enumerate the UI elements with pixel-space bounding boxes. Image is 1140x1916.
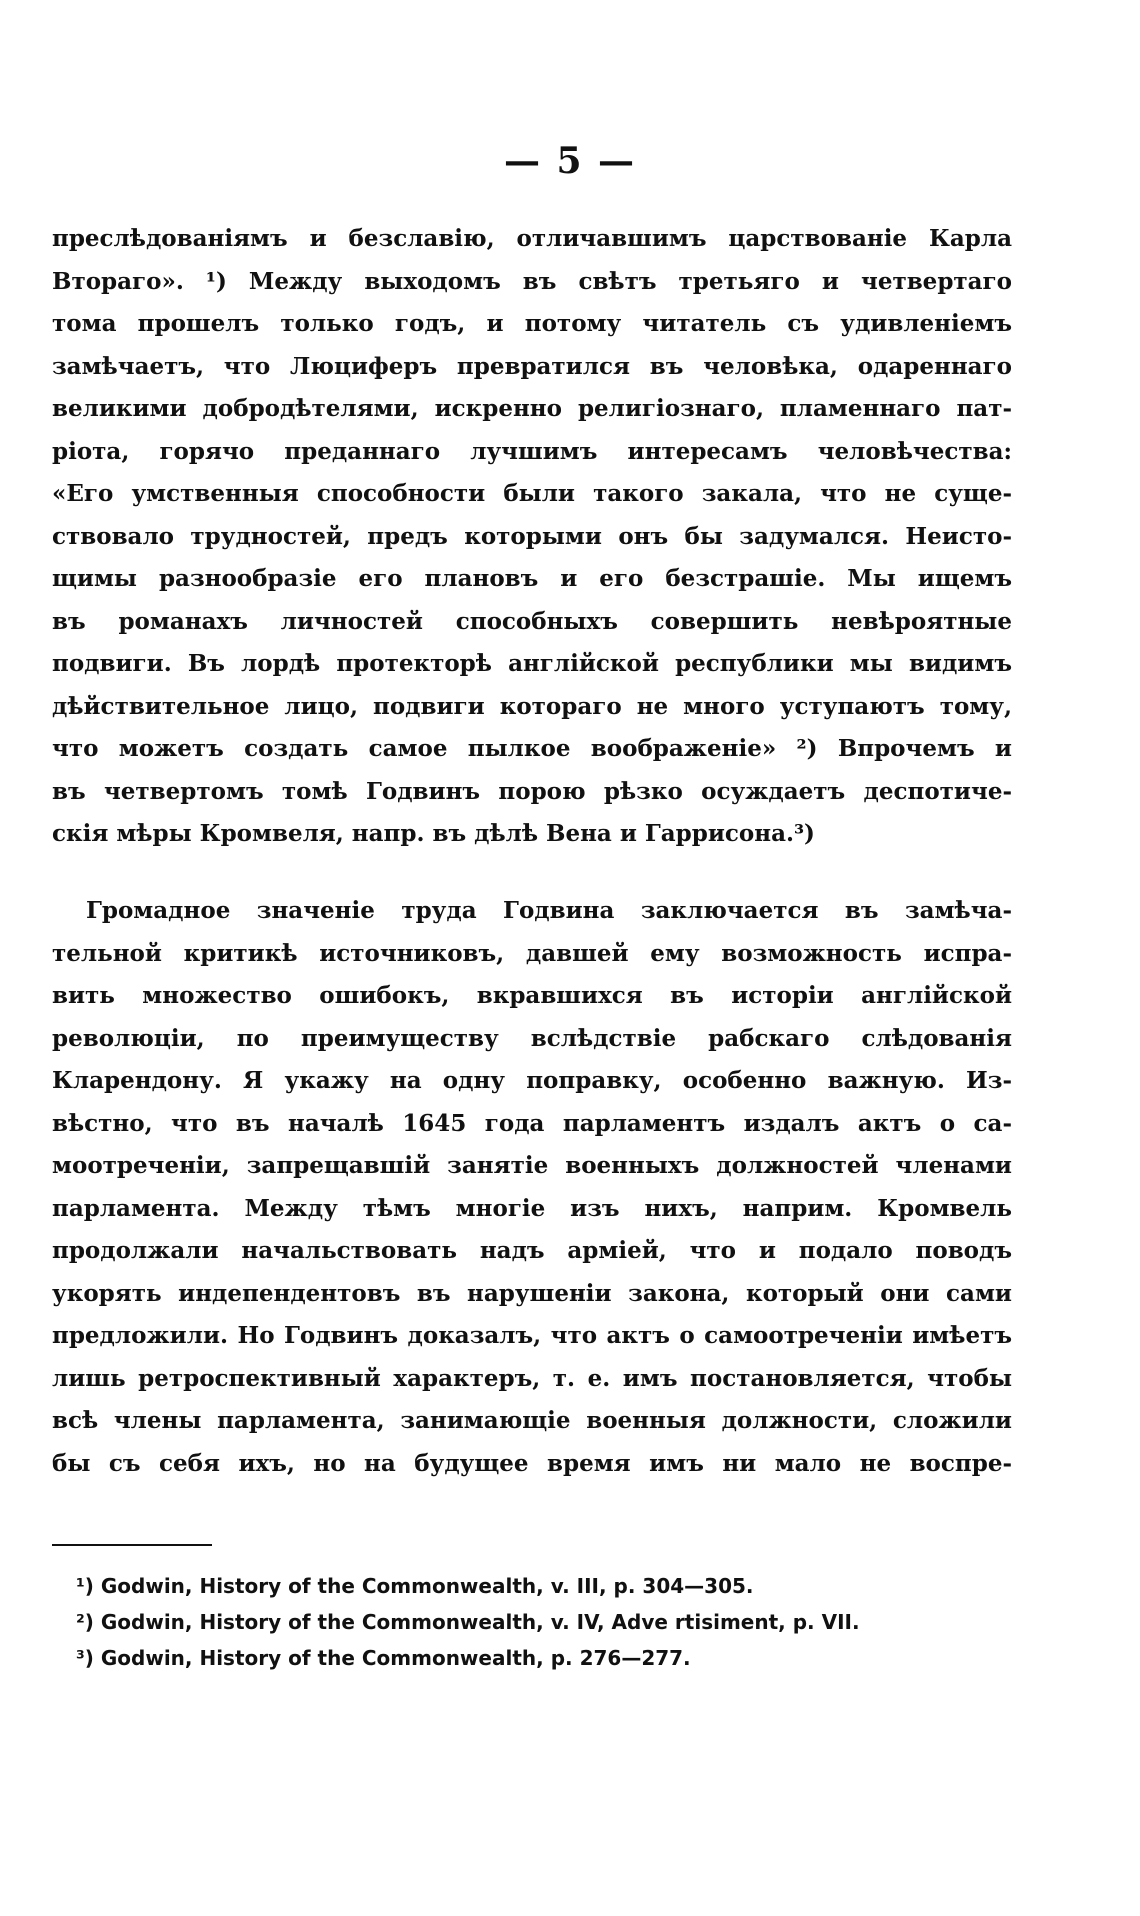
text-line: въ четвертомъ томѣ Годвинъ порою рѣзко осуждаетъ деспотиче-	[52, 777, 1012, 805]
text-line: тома прошелъ только годъ, и потому читатель съ удивленіемъ	[52, 310, 1012, 337]
text-line: моотреченіи, запрещавшій занятіе военныхъ должностей членами	[52, 1152, 1012, 1179]
footnote-1: ¹) Godwin, History of the Commonwealth, v. III, p. 304—305.	[76, 1574, 754, 1598]
page-number: — 5 —	[503, 140, 637, 182]
text-line: тельной критикѣ источниковъ, давшей ему возможность испра-	[52, 939, 1012, 967]
text-line: бы съ себя ихъ, но на будущее время имъ ни мало не воспре-	[52, 1449, 1012, 1477]
text-line: продолжали начальствовать надъ арміей, что и подало поводъ	[52, 1237, 1012, 1264]
text-line: подвиги. Въ лордѣ протекторѣ англійской республики мы видимъ	[52, 650, 1012, 677]
footnote-divider	[52, 1544, 212, 1546]
text-line: великими добродѣтелями, искренно религіознаго, пламеннаго пат-	[52, 395, 1012, 422]
text-line: «Его умственныя способности были такого закала, что не суще-	[52, 480, 1012, 507]
text-line: парламента. Между тѣмъ многіе изъ нихъ, наприм. Кромвель	[52, 1194, 1012, 1222]
text-line: преслѣдованіямъ и безславію, отличавшимъ царствованіе Карла	[52, 225, 1012, 252]
text-line: скія мѣры Кромвеля, напр. въ дѣлѣ Вена и Гаррисона.³)	[52, 820, 815, 847]
text-line: что можетъ создать самое пылкое воображеніе» ²) Впрочемъ и	[52, 735, 1012, 762]
text-line: предложили. Но Годвинъ доказалъ, что актъ о самоотреченіи имѣетъ	[52, 1322, 1012, 1349]
text-line: вѣстно, что въ началѣ 1645 года парламентъ издалъ актъ о са-	[52, 1109, 1012, 1137]
text-line: замѣчаетъ, что Люциферъ превратился въ человѣка, одареннаго	[52, 352, 1012, 380]
text-line: ствовало трудностей, предъ которыми онъ бы задумался. Неисто-	[52, 522, 1012, 550]
text-line: всѣ члены парламента, занимающіе военныя должности, сложили	[52, 1407, 1012, 1434]
text-line: щимы разнообразіе его плановъ и его безстрашіе. Мы ищемъ	[52, 565, 1012, 592]
text-line: укорять индепендентовъ въ нарушеніи закона, который они сами	[52, 1279, 1012, 1307]
text-line: Кларендону. Я укажу на одну поправку, особенно важную. Из-	[52, 1067, 1012, 1094]
footnotes	[76, 1568, 1036, 1676]
text-line: революціи, по преимуществу вслѣдствіе рабскаго слѣдованія	[52, 1024, 1012, 1052]
text-line: вить множество ошибокъ, вкравшихся въ исторіи англійской	[52, 982, 1012, 1009]
text-line: Громадное значеніе труда Годвина заключается въ замѣча-	[86, 897, 1012, 924]
text-line: лишь ретроспективный характеръ, т. е. имъ постановляется, чтобы	[52, 1364, 1012, 1392]
text-line: Втораго». ¹) Между выходомъ въ свѣтъ третьяго и четвертаго	[52, 267, 1012, 295]
footnote-3: ³) Godwin, History of the Commonwealth, p. 276—277.	[76, 1646, 691, 1670]
paragraph-2	[52, 890, 1012, 1485]
text-line: дѣйствительное лицо, подвиги котораго не много уступаютъ тому,	[52, 692, 1012, 720]
footnote-2: ²) Godwin, History of the Commonwealth, v. IV, Adve rtisiment, p. VII.	[76, 1610, 860, 1634]
text-line: ріота, горячо преданнаго лучшимъ интересамъ человѣчества:	[52, 437, 1012, 465]
text-line: въ романахъ личностей способныхъ совершить невѣроятные	[52, 607, 1012, 635]
paragraph-1	[52, 218, 1012, 856]
